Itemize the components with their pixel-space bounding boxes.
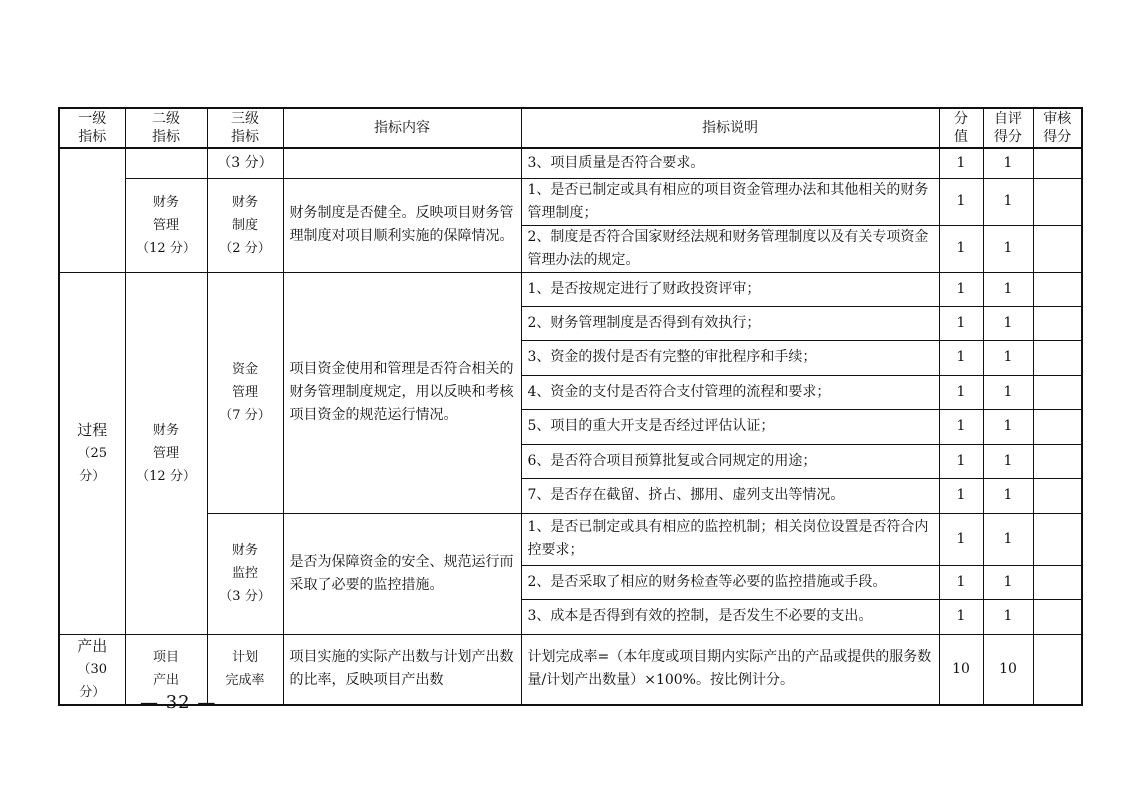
audit-score-cell (1033, 444, 1082, 478)
self-score-cell: 1 (983, 306, 1033, 340)
score-cell: 1 (939, 478, 983, 513)
level3-cell: 财务 监控 （3 分） (207, 513, 283, 634)
audit-score-cell (1033, 225, 1082, 272)
self-score-cell: 1 (983, 225, 1033, 272)
audit-score-cell (1033, 178, 1082, 225)
score-cell: 1 (939, 444, 983, 478)
evaluation-table (58, 107, 1083, 706)
audit-score-cell (1033, 148, 1082, 178)
audit-score-cell (1033, 306, 1082, 340)
audit-score-cell (1033, 513, 1082, 565)
audit-score-cell (1033, 375, 1082, 409)
level1-cell: 过程 （25 分） (59, 272, 125, 634)
level2-cell: 财务 管理 （12 分） (125, 178, 207, 272)
level2-cell-empty (125, 148, 207, 178)
score-cell: 1 (939, 599, 983, 634)
score-cell: 1 (939, 225, 983, 272)
level1-cell: 产出 （30 分） (59, 634, 125, 705)
score-cell: 1 (939, 272, 983, 306)
description-cell: 1、是否已制定或具有相应的监控机制；相关岗位设置是否符合内控要求； (521, 513, 939, 565)
description-cell: 3、成本是否得到有效的控制，是否发生不必要的支出。 (521, 599, 939, 634)
content-cell: 项目实施的实际产出数与计划产出数的比率，反映项目产出数 (283, 634, 521, 705)
audit-score-cell (1033, 409, 1082, 444)
description-cell: 3、项目质量是否符合要求。 (521, 148, 939, 178)
level3-cell: 资金 管理 （7 分） (207, 272, 283, 513)
description-cell: 1、是否已制定或具有相应的项目资金管理办法和其他相关的财务管理制度； (521, 178, 939, 225)
audit-score-cell (1033, 340, 1082, 375)
description-cell: 4、资金的支付是否符合支付管理的流程和要求； (521, 375, 939, 409)
table-row (59, 148, 1082, 178)
self-score-cell: 1 (983, 148, 1033, 178)
level3-cell: 财务 制度 （2 分） (207, 178, 283, 272)
score-cell: 1 (939, 178, 983, 225)
audit-score-cell (1033, 634, 1082, 705)
description-cell: 计划完成率=（本年度或项目期内实际产出的产品或提供的服务数量/计划产出数量）×100%。按比例计分。 (521, 634, 939, 705)
score-cell: 10 (939, 634, 983, 705)
content-cell: 项目资金使用和管理是否符合相关的财务管理制度规定，用以反映和考核项目资金的规范运行情况。 (283, 272, 521, 513)
self-score-cell: 1 (983, 340, 1033, 375)
description-cell: 6、是否符合项目预算批复或合同规定的用途； (521, 444, 939, 478)
score-cell: 1 (939, 409, 983, 444)
header-score: 分值 (939, 108, 983, 148)
level2-cell: 项目 产出 (125, 634, 207, 705)
header-self-score: 自评得分 (983, 108, 1033, 148)
header-level1: 一级指标 (59, 108, 125, 148)
description-cell: 7、是否存在截留、挤占、挪用、虚列支出等情况。 (521, 478, 939, 513)
description-cell: 1、是否按规定进行了财政投资评审； (521, 272, 939, 306)
table-row (59, 513, 1082, 565)
self-score-cell: 1 (983, 272, 1033, 306)
header-content: 指标内容 (283, 108, 521, 148)
score-cell: 1 (939, 306, 983, 340)
score-cell: 1 (939, 148, 983, 178)
score-cell: 1 (939, 340, 983, 375)
content-cell: 是否为保障资金的安全、规范运行而采取了必要的监控措施。 (283, 513, 521, 634)
score-cell: 1 (939, 375, 983, 409)
level2-cell: 财务 管理 （12 分） (125, 272, 207, 634)
content-cell: 财务制度是否健全。反映项目财务管理制度对项目顺利实施的保障情况。 (283, 178, 521, 272)
level1-cell-empty (59, 148, 125, 272)
header-description: 指标说明 (521, 108, 939, 148)
self-score-cell: 1 (983, 444, 1033, 478)
level3-cell: 计划 完成率 (207, 634, 283, 705)
level3-cell: （3 分） (207, 148, 283, 178)
self-score-cell: 1 (983, 178, 1033, 225)
table-row (59, 272, 1082, 306)
self-score-cell: 1 (983, 409, 1033, 444)
self-score-cell: 1 (983, 513, 1033, 565)
header-level2: 二级指标 (125, 108, 207, 148)
table-header-row (59, 108, 1082, 148)
audit-score-cell (1033, 272, 1082, 306)
self-score-cell: 1 (983, 478, 1033, 513)
audit-score-cell (1033, 565, 1082, 599)
description-cell: 2、财务管理制度是否得到有效执行； (521, 306, 939, 340)
page-number: — 32 — (140, 692, 217, 713)
self-score-cell: 1 (983, 565, 1033, 599)
self-score-cell: 10 (983, 634, 1033, 705)
description-cell: 2、是否采取了相应的财务检查等必要的监控措施或手段。 (521, 565, 939, 599)
self-score-cell: 1 (983, 599, 1033, 634)
description-cell: 3、资金的拨付是否有完整的审批程序和手续； (521, 340, 939, 375)
description-cell: 2、制度是否符合国家财经法规和财务管理制度以及有关专项资金管理办法的规定。 (521, 225, 939, 272)
table-row (59, 178, 1082, 225)
self-score-cell: 1 (983, 375, 1033, 409)
header-level3: 三级指标 (207, 108, 283, 148)
header-audit-score: 审核得分 (1033, 108, 1082, 148)
score-cell: 1 (939, 513, 983, 565)
audit-score-cell (1033, 599, 1082, 634)
description-cell: 5、项目的重大开支是否经过评估认证； (521, 409, 939, 444)
score-cell: 1 (939, 565, 983, 599)
content-cell-empty (283, 148, 521, 178)
audit-score-cell (1033, 478, 1082, 513)
